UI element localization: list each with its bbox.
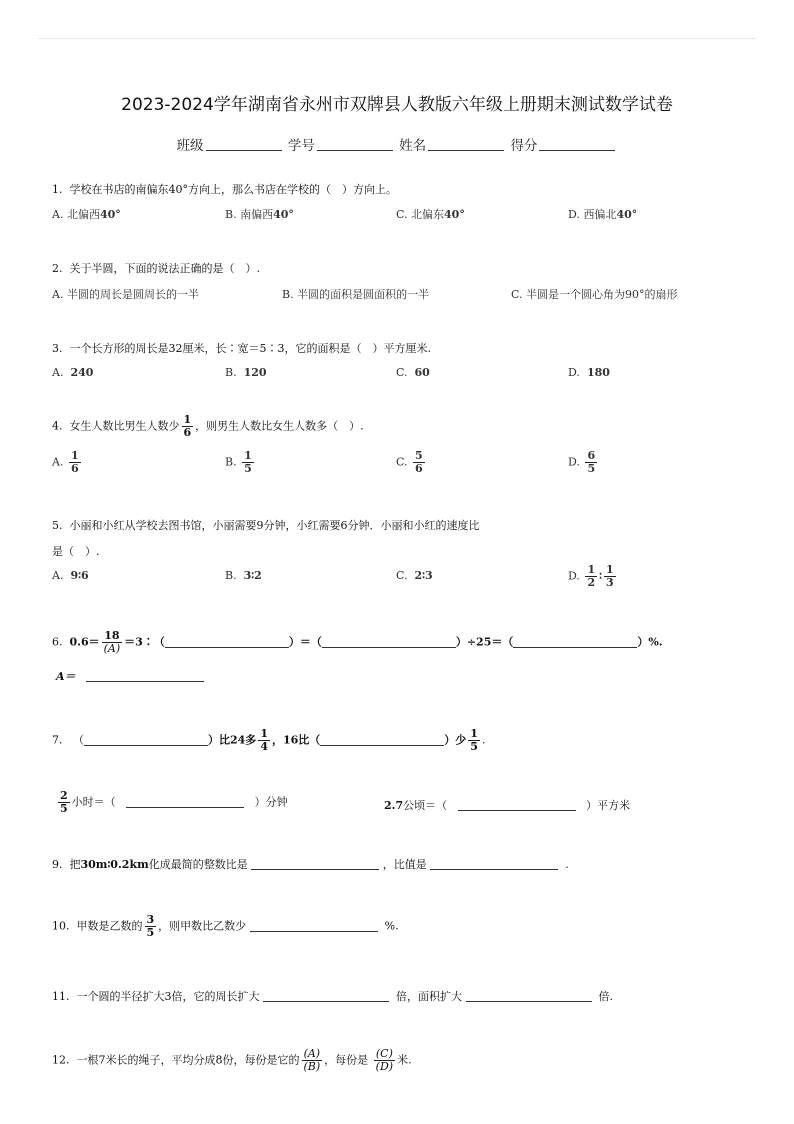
question-6 (52, 630, 663, 655)
answer-blank-ratio[interactable] (251, 857, 379, 870)
fraction (145, 914, 157, 939)
option-label: B. (225, 455, 237, 469)
score-blank[interactable] (539, 137, 615, 151)
answer-blank-minutes[interactable] (126, 795, 244, 808)
option-a[interactable] (52, 366, 93, 379)
answer-blank-1[interactable] (84, 733, 208, 746)
question-text-middle: 化成最简的整数比是 (148, 858, 248, 871)
question-10 (52, 914, 399, 939)
option-c[interactable] (396, 569, 433, 582)
fraction (468, 728, 480, 753)
fraction (242, 450, 254, 475)
fraction-denominator: (D) (375, 1060, 394, 1073)
option-label: C. (396, 208, 408, 221)
fraction-numerator: (A) (303, 1047, 321, 1060)
question-number: 1. (52, 183, 63, 196)
variable-label: A＝ (56, 670, 76, 683)
question-3 (52, 340, 431, 356)
option-label: B. (225, 569, 237, 582)
unit-text: ）分钟 (254, 795, 288, 809)
fraction-denominator: 5 (470, 740, 478, 753)
option-text: 半圆的面积是圆面积的一半 (297, 288, 430, 301)
option-text: 北偏西 (66, 208, 100, 221)
student-number-label: 学号 (287, 138, 315, 154)
fraction (69, 450, 81, 475)
option-label: C. (396, 366, 408, 379)
option-label: C. (396, 569, 408, 582)
fraction-numerator: 2 (60, 789, 68, 802)
question-number: 4. (52, 419, 63, 433)
question-end: 米. (397, 1053, 412, 1067)
student-number-blank[interactable] (317, 137, 393, 151)
fraction-numerator: 1 (183, 413, 192, 426)
expr-lead: 0.6＝ (69, 635, 100, 649)
fraction-numerator: (C) (375, 1047, 393, 1060)
option-label: B. (225, 366, 237, 379)
option-a[interactable] (52, 286, 199, 302)
fraction-denominator: 3 (605, 576, 614, 589)
question-12 (52, 1048, 412, 1073)
option-label: A. (52, 455, 64, 469)
option-label: D. (568, 569, 580, 583)
question-end: . (565, 858, 569, 871)
option-label: A. (52, 569, 64, 582)
expr-text: 小时＝（ (71, 795, 116, 809)
fraction-denominator: 5 (587, 462, 596, 475)
question-text-before: 女生人数比男生人数少 (69, 419, 180, 433)
fraction-numerator: 1 (70, 449, 79, 462)
ratio-separator: ∶ (599, 569, 602, 583)
option-text: 半圆是一个圆心角为90°的扇形 (526, 288, 678, 301)
fraction (413, 450, 425, 475)
option-text: 南偏西 (240, 208, 274, 221)
fraction[interactable] (302, 1048, 323, 1073)
question-8-left (56, 790, 288, 815)
option-value: 40° (99, 208, 121, 221)
answer-blank-a[interactable] (86, 669, 204, 682)
option-b[interactable] (225, 366, 267, 379)
answer-blank-area[interactable] (466, 989, 592, 1002)
option-b[interactable] (282, 286, 429, 302)
question-9 (52, 856, 569, 872)
fraction (258, 728, 270, 753)
option-label: B. (282, 288, 294, 301)
option-d[interactable] (568, 366, 610, 379)
option-b[interactable] (225, 206, 294, 222)
question-6-line-2 (56, 668, 204, 684)
answer-blank-perimeter[interactable] (263, 989, 389, 1002)
answer-blank-1[interactable] (165, 635, 289, 648)
question-7 (52, 728, 485, 753)
question-11 (52, 988, 613, 1004)
answer-blank-percent[interactable] (250, 919, 378, 932)
fraction (585, 450, 597, 475)
fraction-numerator: 1 (470, 727, 478, 740)
fraction-denominator: (B) (303, 1060, 321, 1073)
class-label: 班级 (176, 138, 204, 154)
fraction (58, 790, 70, 815)
option-value: 60 (414, 366, 430, 379)
question-end: %. (384, 919, 399, 933)
fraction-denominator: 6 (70, 462, 79, 475)
fraction (102, 630, 123, 655)
expr-part-3: ）少 (444, 733, 467, 747)
answer-blank-square-meters[interactable] (458, 798, 576, 811)
option-c[interactable] (396, 366, 430, 379)
fraction-denominator: 4 (260, 740, 268, 753)
expr-part-1: ）比24多 (208, 733, 257, 747)
option-value: 3∶2 (243, 569, 262, 582)
option-value: 9∶6 (70, 569, 89, 582)
fraction-numerator: 1 (605, 563, 614, 576)
question-text: 关于半圆，下面的说法正确的是（ ）. (69, 262, 260, 275)
score-label: 得分 (510, 138, 538, 154)
question-text: 学校在书店的南偏东40°方向上，那么书店在学校的（ ）方向上。 (69, 183, 397, 196)
option-label: A. (52, 366, 64, 379)
unit-text: ）平方米 (586, 799, 631, 812)
fraction-denominator: 5 (60, 802, 68, 815)
option-d[interactable] (568, 450, 599, 475)
option-value: 40° (444, 208, 465, 221)
fraction[interactable] (374, 1048, 395, 1073)
fraction-numerator: 1 (587, 563, 596, 576)
question-text-before: 一个圆的半径扩大3倍，它的周长扩大 (76, 990, 260, 1003)
answer-blank-2[interactable] (322, 635, 456, 648)
fraction-denominator: (A) (103, 642, 121, 655)
question-1 (52, 181, 397, 197)
question-number: 2. (52, 262, 63, 275)
option-value: 40° (616, 208, 638, 221)
fraction (585, 564, 597, 589)
name-label: 姓名 (399, 138, 427, 154)
question-5-line-2: 是（ ）. (52, 545, 100, 558)
question-text-before: 把 (69, 858, 81, 871)
question-4 (52, 414, 364, 439)
question-8-right (384, 797, 630, 813)
fraction-numerator: 6 (587, 449, 596, 462)
expr-part-2: ）＝（ (288, 635, 322, 649)
fraction-denominator: 6 (183, 426, 192, 439)
ratio-expression: 30m∶0.2km (80, 858, 149, 871)
option-c[interactable] (511, 286, 678, 302)
option-value: 40° (273, 208, 294, 221)
option-label: D. (568, 455, 580, 469)
answer-blank-3[interactable] (513, 635, 637, 648)
option-value: 240 (70, 366, 94, 379)
fraction (182, 414, 194, 439)
fraction-denominator: 2 (587, 576, 596, 589)
option-label: D. (568, 208, 580, 221)
expr-end: . (481, 733, 486, 747)
question-number: 7. (52, 733, 63, 747)
option-value: 180 (586, 366, 610, 379)
fraction-denominator: 6 (415, 462, 423, 475)
fraction-numerator: 18 (104, 629, 120, 642)
question-end: 倍. (598, 990, 613, 1003)
expr-part-4: ）%. (637, 635, 663, 649)
option-label: D. (568, 366, 580, 379)
fraction-numerator: 5 (415, 449, 423, 462)
question-text-after: ，则甲数比乙数少 (158, 919, 247, 933)
question-text-middle: 倍，面积扩大 (396, 990, 462, 1003)
question-2 (52, 260, 260, 276)
option-a[interactable] (52, 450, 83, 475)
option-text: 西偏北 (583, 208, 617, 221)
question-5 (52, 517, 480, 533)
question-text-middle: ，每份是 (324, 1053, 369, 1067)
question-text-after: ，则男生人数比女生人数多（ ）. (195, 419, 364, 433)
header-divider (38, 38, 756, 39)
question-number: 11. (52, 990, 70, 1003)
expr-part-2: ，16比（ (271, 733, 321, 747)
question-number: 6. (52, 635, 63, 649)
question-text: 一个长方形的周长是32厘米，长∶宽＝5∶3，它的面积是（ ）平方厘米. (69, 342, 431, 355)
option-a[interactable] (52, 569, 89, 582)
option-label: C. (511, 288, 523, 301)
option-c[interactable] (396, 206, 465, 222)
option-value: 120 (243, 366, 267, 379)
option-text: 半圆的周长是圆周长的一半 (66, 288, 199, 301)
option-text: 北偏东 (411, 208, 445, 221)
expr-value: 2.7 (384, 799, 404, 812)
question-number: 12. (52, 1053, 70, 1067)
question-number: 9. (52, 858, 63, 871)
question-number: 3. (52, 342, 63, 355)
question-text-middle-2: ，比值是 (382, 858, 427, 871)
option-value: 2∶3 (414, 569, 433, 582)
expr-text: 公顷＝（ (403, 799, 448, 812)
answer-blank-2[interactable] (320, 733, 444, 746)
question-text-before: 甲数是乙数的 (76, 919, 143, 933)
question-text-before: 一根7米长的绳子，平均分成8份，每份是它的 (76, 1053, 300, 1067)
name-blank[interactable] (428, 137, 504, 151)
option-label: C. (396, 455, 408, 469)
answer-blank-value[interactable] (430, 857, 558, 870)
expr-open: （ (73, 733, 84, 747)
expr-part-1: ＝3∶（ (124, 635, 165, 649)
option-c[interactable] (396, 450, 427, 475)
class-blank[interactable] (206, 137, 282, 151)
fraction-numerator: 1 (244, 449, 252, 462)
fraction-numerator: 3 (146, 913, 155, 926)
option-label: A. (52, 288, 64, 301)
option-b[interactable] (225, 569, 262, 582)
option-b[interactable] (225, 450, 256, 475)
option-a[interactable] (52, 206, 121, 222)
option-d[interactable] (568, 206, 637, 222)
question-number: 5. (52, 519, 63, 532)
expr-part-3: ）÷25＝（ (455, 635, 514, 649)
fraction-denominator: 5 (244, 462, 252, 475)
page-title: 2023-2024学年湖南省永州市双牌县人教版六年级上册期末测试数学试卷 (121, 95, 673, 115)
fraction-denominator: 5 (146, 926, 155, 939)
fraction-numerator: 1 (260, 727, 268, 740)
option-d[interactable] (568, 564, 618, 589)
option-label: B. (225, 208, 237, 221)
question-number: 10. (52, 919, 70, 933)
student-info-line (0, 134, 794, 154)
fraction (604, 564, 616, 589)
option-label: A. (52, 208, 64, 221)
question-text: 小丽和小红从学校去图书馆，小丽需要9分钟，小红需要6分钟．小丽和小红的速度比 (69, 519, 480, 532)
